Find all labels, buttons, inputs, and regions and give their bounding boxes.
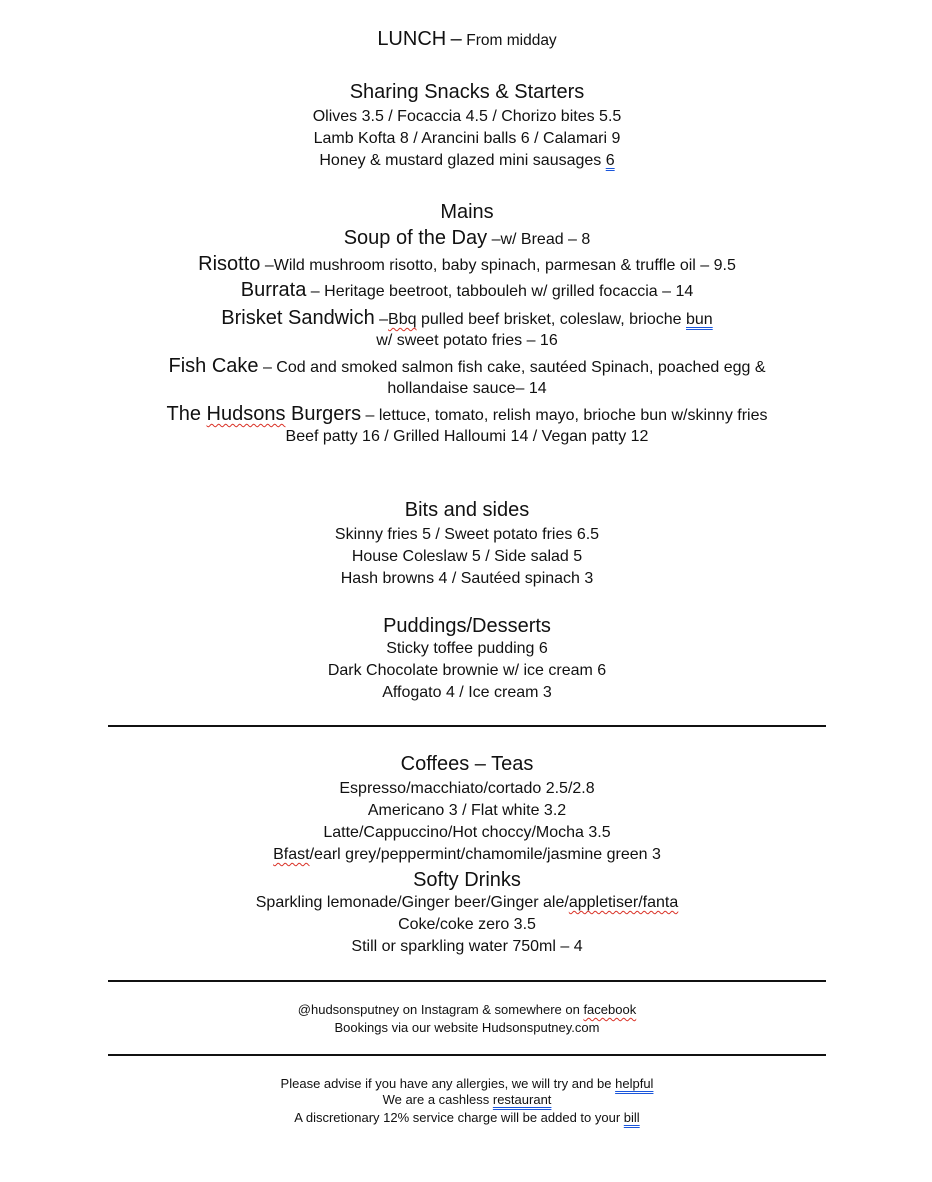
main-burrata-name: Burrata — [240, 279, 307, 301]
main-brisket-name: Brisket Sandwich — [221, 307, 375, 329]
main-soup-name: Soup of the Day — [343, 227, 488, 249]
social-line-1-a: @hudsonsputney on Instagram & somewhere on — [297, 1002, 584, 1017]
menu-subtitle: From midday — [466, 32, 557, 49]
notes-line-3-a: A discretionary 12% service charge will be added to your — [294, 1110, 624, 1125]
divider-3 — [108, 1054, 826, 1056]
starters-line-1: Olives 3.5 / Focaccia 4.5 / Chorizo bites 5.5 — [312, 108, 622, 125]
sides-line-2: House Coleslaw 5 / Side salad 5 — [351, 548, 583, 565]
desserts-line-2: Dark Chocolate brownie w/ ice cream 6 — [327, 662, 607, 679]
main-burger-desc: – lettuce, tomato, relish mayo, brioche bun w/skinny fries — [361, 407, 768, 424]
coffees-line-1: Espresso/macchiato/cortado 2.5/2.8 — [339, 780, 595, 797]
main-risotto-name: Risotto — [198, 253, 261, 275]
softs-line-3: Still or sparkling water 750ml – 4 — [351, 938, 583, 955]
main-burger-name: Burgers — [285, 403, 362, 425]
coffees-heading: Coffees – Teas — [400, 753, 534, 775]
main-brisket-bbq: Bbq — [388, 311, 417, 328]
notes-line-3-b: bill — [623, 1110, 640, 1125]
divider-2 — [108, 980, 826, 982]
main-burrata-desc: – Heritage beetroot, tabbouleh w/ grilled focaccia – 14 — [306, 283, 694, 300]
starters-heading: Sharing Snacks & Starters — [349, 81, 585, 103]
coffees-line-4 — [0, 846, 932, 864]
main-risotto-desc: –Wild mushroom risotto, baby spinach, parmesan & truffle oil – 9.5 — [260, 257, 736, 274]
social-line-2: Bookings via our website Hudsonsputney.com — [334, 1020, 600, 1035]
sides-line-1: Skinny fries 5 / Sweet potato fries 6.5 — [334, 526, 600, 543]
main-fishcake-desc: – Cod and smoked salmon fish cake, sautéed Spinach, poached egg & — [258, 359, 766, 376]
main-fishcake-line-2: hollandaise sauce– 14 — [387, 380, 547, 397]
main-fishcake-name: Fish Cake — [168, 355, 259, 377]
social-line-1 — [0, 1002, 932, 1017]
divider-1 — [108, 725, 826, 727]
starters-line-3-price: 6 — [605, 152, 615, 169]
main-fishcake — [0, 355, 932, 378]
softs-line-1 — [0, 894, 932, 912]
main-brisket-bun: bun — [686, 311, 713, 328]
menu-header — [0, 28, 932, 51]
main-soup — [0, 227, 932, 250]
coffees-line-2: Americano 3 / Flat white 3.2 — [367, 802, 567, 819]
desserts-heading: Puddings/Desserts — [383, 615, 551, 637]
notes-line-2-b: restaurant — [492, 1092, 552, 1107]
title-dash: – — [450, 28, 462, 50]
sides-line-3: Hash browns 4 / Sautéed spinach 3 — [340, 570, 594, 587]
notes-line-1-b: helpful — [615, 1076, 654, 1091]
main-burrata — [0, 279, 932, 302]
desserts-line-3: Affogato 4 / Ice cream 3 — [382, 684, 552, 701]
main-brisket — [0, 307, 932, 330]
sides-heading: Bits and sides — [404, 499, 530, 521]
starters-line-3-text: Honey & mustard glazed mini sausages — [319, 152, 606, 169]
main-brisket-line-2: w/ sweet potato fries – 16 — [376, 332, 558, 349]
notes-line-1 — [0, 1076, 932, 1091]
starters-line-2: Lamb Kofta 8 / Arancini balls 6 / Calamari 9 — [313, 130, 621, 147]
main-burger — [0, 403, 932, 426]
softs-line-2: Coke/coke zero 3.5 — [398, 916, 536, 933]
desserts-line-1: Sticky toffee pudding 6 — [386, 640, 548, 657]
coffees-line-3: Latte/Cappuccino/Hot choccy/Mocha 3.5 — [323, 824, 611, 841]
main-brisket-desc: pulled beef brisket, coleslaw, brioche — [416, 311, 686, 328]
notes-line-1-a: Please advise if you have any allergies, we will try and be — [280, 1076, 616, 1091]
main-burger-line-2: Beef patty 16 / Grilled Halloumi 14 / Vegan patty 12 — [285, 428, 649, 445]
main-brisket-dash: – — [374, 311, 389, 328]
mains-heading: Mains — [440, 201, 494, 223]
starters-line-3 — [0, 152, 932, 170]
menu-title: LUNCH — [377, 28, 447, 50]
softs-line-1-a: Sparkling lemonade/Ginger beer/Ginger ale/ — [255, 894, 569, 911]
social-facebook: facebook — [583, 1002, 637, 1017]
main-burger-hudsons: Hudsons — [206, 403, 286, 425]
notes-line-3 — [0, 1110, 932, 1125]
notes-line-2 — [0, 1092, 932, 1107]
softs-heading: Softy Drinks — [413, 869, 521, 891]
softs-line-1-b: appletiser/fanta — [568, 894, 679, 911]
main-burger-the: The — [166, 403, 207, 425]
notes-line-2-a: We are a cashless — [382, 1092, 493, 1107]
coffees-line-4-rest: /earl grey/peppermint/chamomile/jasmine green 3 — [309, 846, 661, 863]
main-soup-desc: –w/ Bread – 8 — [487, 231, 591, 248]
main-risotto — [0, 253, 932, 276]
coffees-line-4-bfast: Bfast — [273, 846, 310, 863]
